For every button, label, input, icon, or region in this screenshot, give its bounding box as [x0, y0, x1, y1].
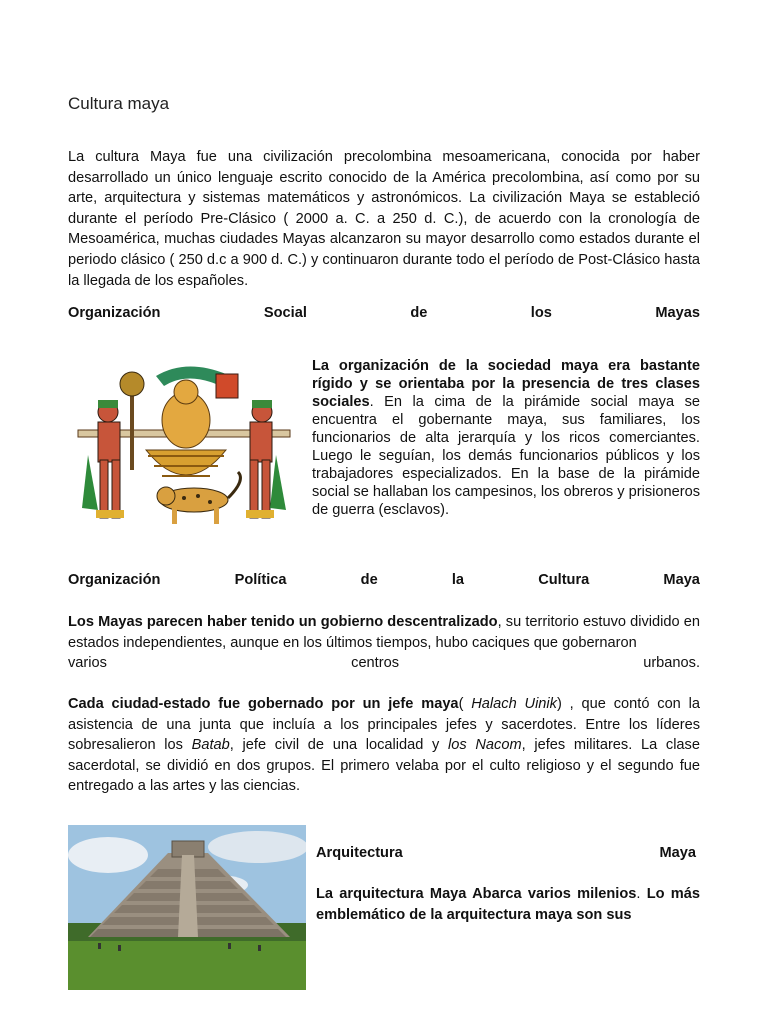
social-paragraph — [312, 357, 700, 519]
social-text: . En la cima de la pirámide social maya se encuentra el gobernante maya, sus familiares, los funcionarios de alta jerarquía y los ricos comerciantes. Luego le seguían, los demás funcionarios públicos y los trabajadores especializados. En la base de la pirámide social se hallaban los campesinos, los obreros y prisioneros de guerra (esclavos). — [312, 394, 700, 518]
politica-p2-bold: Cada ciudad-estado fue gobernado por un jefe maya — [68, 696, 459, 712]
heading-word: de — [410, 305, 428, 321]
text-run: ) , que contó con la asistencia de una junta que incluía a los principales jefes y sacerdotes. Entre los líderes sobresalieron los — [68, 696, 700, 754]
heading-word: Organización — [68, 572, 161, 588]
arquitectura-bold-1: La arquitectura Maya Abarca varios milenios — [316, 886, 637, 902]
politica-heading — [68, 572, 700, 588]
page-title: Cultura maya — [68, 94, 170, 113]
text-run: ( — [458, 696, 472, 712]
heading-word: Maya — [663, 572, 700, 588]
heading-word: Arquitectura — [316, 845, 403, 861]
social-heading — [68, 305, 700, 321]
politica-p1-bold: Los Mayas parecen haber tenido un gobierno descentralizado — [68, 614, 498, 630]
text-run: , jefe civil de una localidad y — [229, 737, 449, 754]
arquitectura-bold-2: Lo más emblemático de la arquitectura maya son sus — [316, 886, 701, 923]
heading-word: Política — [234, 572, 287, 588]
pyramid-photo — [68, 825, 306, 990]
heading-word: Maya — [659, 845, 696, 861]
heading-word: de — [360, 572, 378, 588]
politica-paragraph-1 — [68, 612, 700, 674]
politica-p1-text: , su territorio estuvo dividido en estados independientes, aunque en los últimos tiempos, hubo caciques que gobernaron — [68, 614, 700, 651]
arquitectura-heading — [316, 845, 696, 861]
heading-word: Mayas — [655, 305, 700, 321]
italic-term: Halach Uinik — [471, 696, 557, 712]
text-run: . — [636, 886, 647, 902]
heading-word: Cultura — [538, 572, 590, 588]
maya-illustration — [76, 360, 292, 530]
text-run: , jefes militares. La clase sacerdotal, se dividió en dos grupos. El primero velaba por el culto religioso y el segundo fue entregado a las artes y las ciencias. — [68, 737, 700, 795]
heading-word: Organización — [68, 305, 161, 321]
last-line-word: centros — [351, 655, 399, 672]
social-bold: La organización de la sociedad maya era bastante rígido y se orientaba por la presencia de tres clases sociales — [312, 358, 700, 410]
politica-p1-last-line — [68, 653, 700, 674]
heading-word: los — [530, 305, 552, 321]
italic-term: Batab — [191, 737, 230, 754]
arquitectura-paragraph — [316, 884, 700, 926]
heading-word: Social — [263, 305, 307, 321]
intro-paragraph: La cultura Maya fue una civilización precolombina mesoamericana, conocida por haber desarrollado un único lenguaje escrito conocido de la América precolombina, así como por su arte, arquitectura y sistemas matemáticos y astronómicos. La civilización Maya se estableció durante el período Pre-Clásico ( 2000 a. C. a 250 d. C.), de acuerdo con la cronología de Mesoamérica, muchas ciudades Mayas alcanzaron su mayor desarrollo como estados durante el periodo clásico ( 250 d.c a 900 d. C.) y continuaron durante todo el período de Post-Clásico hasta la llegada de los españoles. — [68, 149, 700, 289]
heading-word: la — [451, 572, 465, 588]
politica-paragraph-2 — [68, 694, 700, 797]
last-line-word: varios — [68, 655, 107, 672]
italic-term: los Nacom — [448, 737, 522, 754]
last-line-word: urbanos. — [643, 655, 700, 672]
